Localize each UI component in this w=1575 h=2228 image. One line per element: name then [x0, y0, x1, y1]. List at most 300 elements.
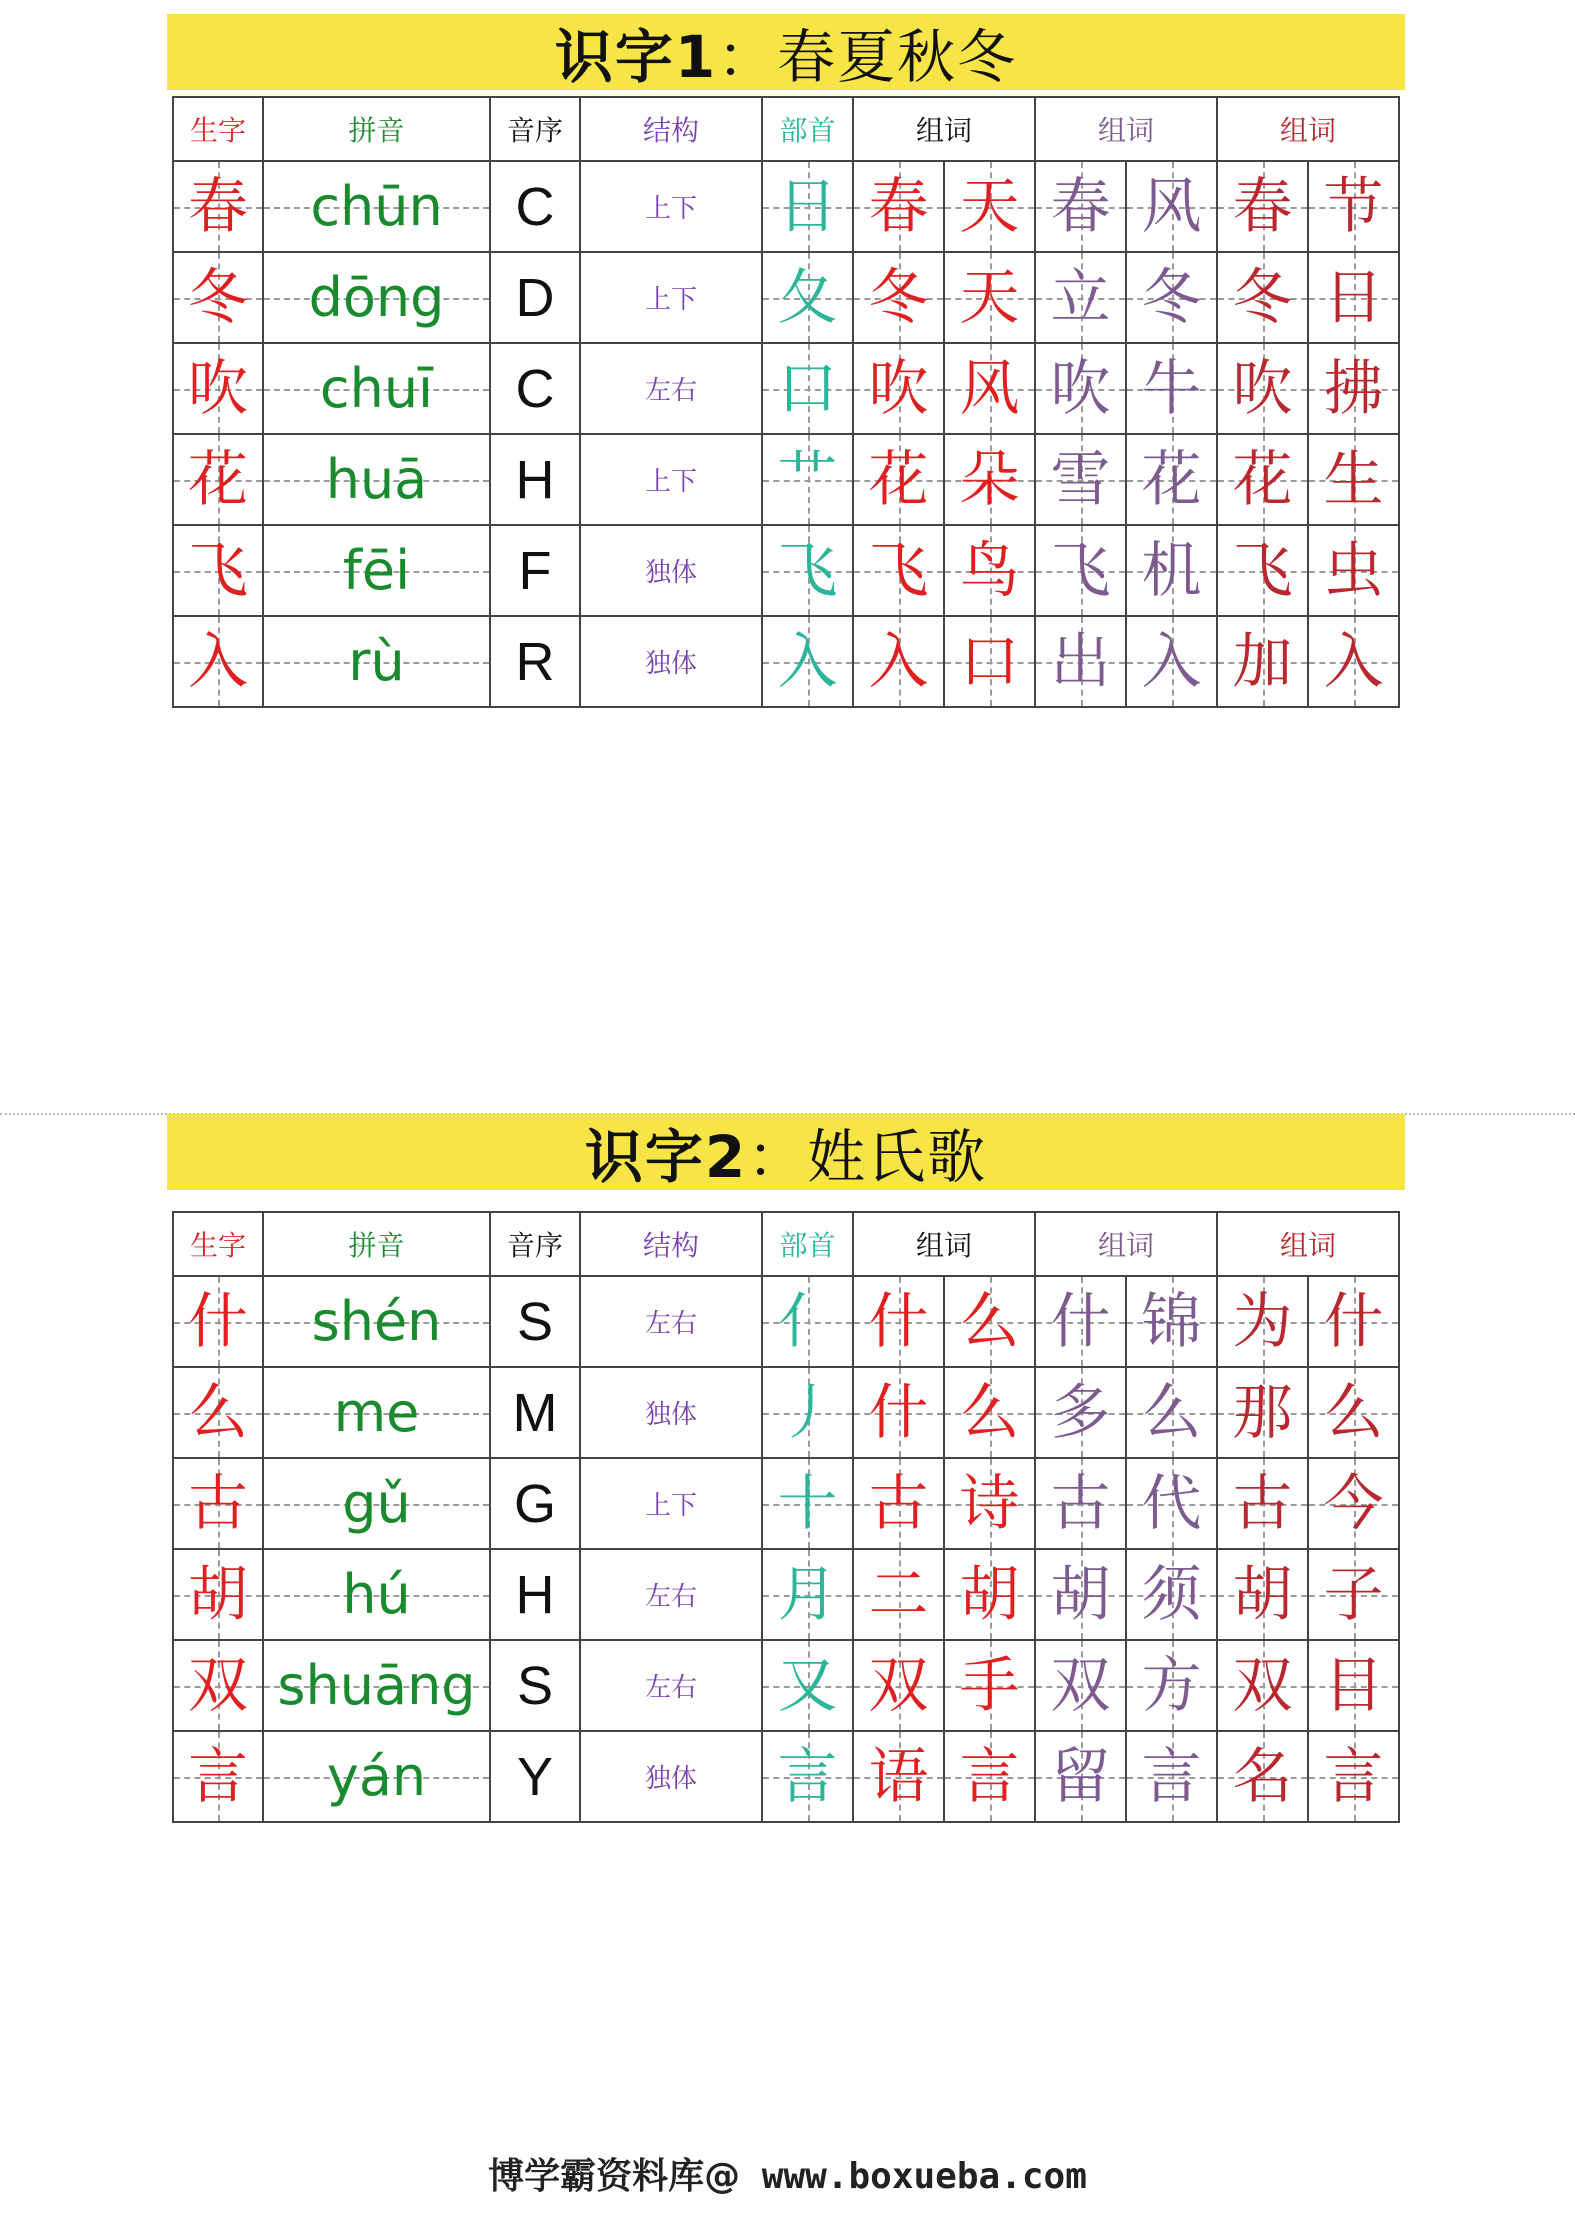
word-char-cell	[853, 1458, 944, 1549]
word-char-cell	[1217, 1276, 1308, 1367]
word-char-cell	[944, 1731, 1035, 1822]
pinyin-cell	[263, 1276, 490, 1367]
header-cell	[173, 1212, 263, 1276]
header-cell	[580, 97, 762, 161]
word-char-text: 须	[1141, 1559, 1202, 1630]
word-char-cell	[1308, 616, 1399, 707]
lesson-1-title-suffix: ：春夏秋冬	[717, 23, 1018, 91]
word-char-cell	[1126, 343, 1217, 434]
header-cell	[580, 1212, 762, 1276]
word-char-text: 多	[1050, 1377, 1111, 1448]
word-char-cell	[1126, 1367, 1217, 1458]
sound-order-cell	[490, 1367, 580, 1458]
word-char-cell	[944, 161, 1035, 252]
word-char-cell	[853, 434, 944, 525]
radical-text: 飞	[777, 535, 838, 606]
new-char-cell	[173, 1549, 263, 1640]
lesson-1-title-prefix: 识字1	[554, 23, 718, 91]
word-char-text: 那	[1232, 1377, 1293, 1448]
word-char-cell	[1217, 1549, 1308, 1640]
lesson-2-title-bar	[167, 1114, 1405, 1190]
lesson-2-table	[172, 1211, 1400, 1823]
word-char-cell	[1217, 616, 1308, 707]
pinyin-text: rù	[348, 630, 405, 693]
word-char-cell	[944, 343, 1035, 434]
pinyin-cell	[263, 1731, 490, 1822]
footer-watermark	[0, 2148, 1575, 2199]
new-char-cell	[173, 1640, 263, 1731]
header-cell	[1035, 97, 1217, 161]
word-char-text: 春	[1050, 171, 1111, 242]
word-char-cell	[853, 1276, 944, 1367]
word-char-cell	[1126, 434, 1217, 525]
new-char-cell	[173, 434, 263, 525]
word-char-text: 胡	[959, 1559, 1020, 1630]
word-char-text: 入	[868, 626, 929, 697]
header-cell	[490, 1212, 580, 1276]
pinyin-text: shén	[311, 1290, 442, 1353]
word-char-text: 为	[1232, 1286, 1293, 1357]
header-cell	[490, 97, 580, 161]
word-char-cell	[1035, 1731, 1126, 1822]
header-label: 组词	[1097, 114, 1154, 147]
word-char-text: 吹	[1050, 353, 1111, 424]
word-char-cell	[853, 1549, 944, 1640]
word-char-cell	[1308, 434, 1399, 525]
structure-text: 上下	[644, 1491, 697, 1521]
word-char-cell	[1217, 1731, 1308, 1822]
structure-cell	[580, 1549, 762, 1640]
word-char-text: 代	[1141, 1468, 1202, 1539]
header-label: 结构	[642, 1229, 699, 1262]
word-char-text: 什	[868, 1377, 929, 1448]
word-char-text: 牛	[1141, 353, 1202, 424]
word-char-text: 春	[868, 171, 929, 242]
sound-order-text: M	[512, 1382, 558, 1443]
header-cell	[762, 97, 853, 161]
structure-cell	[580, 434, 762, 525]
pinyin-cell	[263, 161, 490, 252]
word-char-cell	[1035, 525, 1126, 616]
pinyin-text: dōng	[308, 266, 445, 329]
pinyin-cell	[263, 1367, 490, 1458]
sound-order-text: F	[518, 540, 552, 601]
word-char-cell	[853, 343, 944, 434]
word-char-cell	[1126, 1276, 1217, 1367]
word-char-cell	[1035, 343, 1126, 434]
word-char-text: 鸟	[959, 535, 1020, 606]
word-char-text: 雪	[1050, 444, 1111, 515]
sound-order-cell	[490, 161, 580, 252]
word-char-text: 春	[1232, 171, 1293, 242]
header-cell	[762, 1212, 853, 1276]
sound-order-text: Y	[516, 1746, 554, 1807]
word-char-cell	[1308, 1458, 1399, 1549]
header-cell	[1217, 97, 1399, 161]
sound-order-text: D	[515, 267, 555, 328]
table-row	[173, 525, 1399, 616]
word-char-cell	[1126, 1549, 1217, 1640]
structure-cell	[580, 1458, 762, 1549]
word-char-text: 冬	[868, 262, 929, 333]
new-char-cell	[173, 1731, 263, 1822]
word-char-cell	[1217, 343, 1308, 434]
word-char-cell	[1126, 1731, 1217, 1822]
sound-order-cell	[490, 434, 580, 525]
table-row	[173, 1367, 1399, 1458]
sound-order-cell	[490, 252, 580, 343]
word-char-text: 飞	[868, 535, 929, 606]
radical-cell	[762, 1367, 853, 1458]
word-char-cell	[1308, 525, 1399, 616]
word-char-cell	[1126, 1640, 1217, 1731]
word-char-text: 名	[1232, 1741, 1293, 1812]
pinyin-cell	[263, 525, 490, 616]
word-char-cell	[1126, 525, 1217, 616]
sound-order-text: S	[516, 1655, 554, 1716]
word-char-text: 入	[1323, 626, 1384, 697]
header-label: 音序	[506, 1229, 563, 1262]
word-char-cell	[1217, 1367, 1308, 1458]
word-char-text: 飞	[1232, 535, 1293, 606]
pinyin-text: yán	[326, 1745, 427, 1808]
word-char-text: 胡	[1050, 1559, 1111, 1630]
new-char-cell	[173, 616, 263, 707]
pinyin-cell	[263, 1549, 490, 1640]
table-row	[173, 1640, 1399, 1731]
header-cell	[263, 1212, 490, 1276]
sound-order-cell	[490, 1731, 580, 1822]
structure-text: 独体	[644, 558, 697, 588]
pinyin-text: fēi	[342, 539, 411, 602]
word-char-cell	[1126, 161, 1217, 252]
structure-cell	[580, 1731, 762, 1822]
pinyin-text: chuī	[319, 357, 434, 420]
word-char-text: 天	[959, 262, 1020, 333]
word-char-cell	[1035, 1458, 1126, 1549]
radical-text: 又	[777, 1650, 838, 1721]
header-label: 生字	[189, 1229, 246, 1262]
structure-text: 左右	[644, 376, 697, 406]
word-char-cell	[944, 1640, 1035, 1731]
word-char-cell	[1217, 252, 1308, 343]
word-char-text: 古	[868, 1468, 929, 1539]
word-char-text: 立	[1050, 262, 1111, 333]
new-char-text: 么	[188, 1377, 248, 1448]
header-label: 拼音	[348, 1229, 405, 1262]
word-char-text: 入	[1141, 626, 1202, 697]
pinyin-cell	[263, 1640, 490, 1731]
word-char-cell	[853, 1731, 944, 1822]
word-char-text: 二	[868, 1559, 929, 1630]
header-label: 组词	[1097, 1229, 1154, 1262]
radical-text: 丿	[777, 1377, 838, 1448]
structure-cell	[580, 343, 762, 434]
structure-cell	[580, 525, 762, 616]
word-char-text: 双	[868, 1650, 929, 1721]
table-row	[173, 343, 1399, 434]
structure-cell	[580, 252, 762, 343]
word-char-cell	[1308, 1549, 1399, 1640]
sound-order-cell	[490, 1458, 580, 1549]
structure-text: 左右	[644, 1309, 697, 1339]
structure-cell	[580, 1276, 762, 1367]
radical-cell	[762, 1276, 853, 1367]
word-char-cell	[853, 525, 944, 616]
sound-order-text: C	[515, 358, 555, 419]
radical-text: 月	[777, 1559, 838, 1630]
word-char-cell	[1217, 434, 1308, 525]
word-char-text: 机	[1141, 535, 1202, 606]
header-cell	[173, 97, 263, 161]
word-char-cell	[1308, 1640, 1399, 1731]
word-char-cell	[853, 1367, 944, 1458]
radical-text: 十	[777, 1468, 838, 1539]
new-char-cell	[173, 252, 263, 343]
new-char-cell	[173, 1458, 263, 1549]
pinyin-text: me	[333, 1381, 420, 1444]
pinyin-text: chūn	[310, 175, 443, 238]
new-char-text: 古	[188, 1468, 248, 1539]
table-row	[173, 1276, 1399, 1367]
pinyin-text: shuāng	[277, 1654, 476, 1717]
radical-text: 言	[777, 1741, 838, 1812]
header-label: 组词	[1279, 114, 1336, 147]
table-row	[173, 1458, 1399, 1549]
new-char-text: 双	[188, 1650, 248, 1721]
sound-order-text: H	[515, 1564, 555, 1625]
word-char-text: 么	[959, 1286, 1020, 1357]
word-char-text: 么	[1323, 1377, 1384, 1448]
lesson-1-title-bar	[167, 14, 1405, 90]
word-char-cell	[853, 1640, 944, 1731]
word-char-cell	[1035, 1549, 1126, 1640]
lesson-1-title	[555, 10, 1017, 94]
radical-cell	[762, 252, 853, 343]
new-char-text: 什	[188, 1286, 248, 1357]
word-char-cell	[1217, 161, 1308, 252]
word-char-text: 飞	[1050, 535, 1111, 606]
word-char-text: 古	[1050, 1468, 1111, 1539]
table-row	[173, 161, 1399, 252]
radical-cell	[762, 616, 853, 707]
word-char-text: 双	[1232, 1650, 1293, 1721]
header-label: 结构	[642, 114, 699, 147]
pinyin-cell	[263, 343, 490, 434]
new-char-cell	[173, 525, 263, 616]
table-row	[173, 1731, 1399, 1822]
header-cell	[853, 1212, 1035, 1276]
sound-order-text: R	[515, 631, 555, 692]
header-cell	[263, 97, 490, 161]
header-row	[173, 1212, 1399, 1276]
header-label: 音序	[506, 114, 563, 147]
radical-text: 艹	[777, 444, 838, 515]
new-char-text: 花	[188, 444, 248, 515]
word-char-text: 手	[959, 1650, 1020, 1721]
word-char-cell	[1308, 1367, 1399, 1458]
lesson-2-title-prefix: 识字2	[584, 1123, 748, 1191]
new-char-text: 吹	[188, 353, 248, 424]
word-char-text: 冬	[1232, 262, 1293, 333]
structure-text: 左右	[644, 1582, 697, 1612]
pinyin-text: hú	[342, 1563, 411, 1626]
radical-text: 亻	[777, 1286, 838, 1357]
word-char-text: 冬	[1141, 262, 1202, 333]
word-char-cell	[944, 1549, 1035, 1640]
word-char-text: 花	[1141, 444, 1202, 515]
header-row	[173, 97, 1399, 161]
radical-text: 口	[777, 353, 838, 424]
word-char-text: 口	[959, 626, 1020, 697]
structure-cell	[580, 1640, 762, 1731]
new-char-text: 飞	[188, 535, 248, 606]
word-char-cell	[1035, 161, 1126, 252]
pinyin-text: gǔ	[342, 1472, 411, 1535]
structure-text: 上下	[644, 194, 697, 224]
word-char-text: 言	[959, 1741, 1020, 1812]
header-label: 生字	[189, 114, 246, 147]
sound-order-text: G	[513, 1473, 556, 1534]
word-char-cell	[853, 616, 944, 707]
header-cell	[1035, 1212, 1217, 1276]
word-char-text: 么	[959, 1377, 1020, 1448]
radical-cell	[762, 1640, 853, 1731]
word-char-text: 诗	[959, 1468, 1020, 1539]
pinyin-cell	[263, 616, 490, 707]
new-char-text: 胡	[188, 1559, 248, 1630]
word-char-cell	[1126, 252, 1217, 343]
new-char-text: 入	[188, 626, 248, 697]
radical-cell	[762, 161, 853, 252]
radical-cell	[762, 434, 853, 525]
word-char-text: 今	[1323, 1468, 1384, 1539]
word-char-text: 么	[1141, 1377, 1202, 1448]
new-char-cell	[173, 343, 263, 434]
word-char-text: 言	[1323, 1741, 1384, 1812]
footer-site-name: 博学霸资料库	[488, 2156, 705, 2197]
radical-cell	[762, 343, 853, 434]
structure-cell	[580, 161, 762, 252]
lesson-2-title	[585, 1110, 987, 1194]
table-row	[173, 252, 1399, 343]
structure-text: 左右	[644, 1673, 697, 1703]
word-char-cell	[1035, 252, 1126, 343]
pinyin-text: huā	[325, 448, 428, 511]
word-char-text: 日	[1323, 262, 1384, 333]
word-char-text: 什	[868, 1286, 929, 1357]
pinyin-cell	[263, 252, 490, 343]
radical-cell	[762, 1549, 853, 1640]
radical-text: 夂	[777, 262, 838, 333]
new-char-cell	[173, 1367, 263, 1458]
sound-order-text: S	[516, 1291, 554, 1352]
word-char-cell	[1126, 616, 1217, 707]
word-char-cell	[944, 434, 1035, 525]
word-char-cell	[853, 252, 944, 343]
new-char-text: 春	[188, 171, 248, 242]
sound-order-cell	[490, 1276, 580, 1367]
word-char-cell	[853, 161, 944, 252]
word-char-cell	[1308, 252, 1399, 343]
word-char-text: 风	[959, 353, 1020, 424]
word-char-cell	[1308, 343, 1399, 434]
radical-cell	[762, 1458, 853, 1549]
header-label: 组词	[1279, 1229, 1336, 1262]
radical-cell	[762, 1731, 853, 1822]
word-char-text: 生	[1323, 444, 1384, 515]
sound-order-cell	[490, 525, 580, 616]
new-char-cell	[173, 1276, 263, 1367]
word-char-text: 语	[868, 1741, 929, 1812]
header-label: 组词	[915, 114, 972, 147]
word-char-text: 双	[1050, 1650, 1111, 1721]
word-char-text: 留	[1050, 1741, 1111, 1812]
lesson-1-table	[172, 96, 1400, 708]
word-char-cell	[1035, 1276, 1126, 1367]
radical-text: 日	[777, 171, 838, 242]
word-char-cell	[1035, 616, 1126, 707]
header-label: 拼音	[348, 114, 405, 147]
word-char-text: 花	[868, 444, 929, 515]
word-char-cell	[1308, 1731, 1399, 1822]
word-char-cell	[1035, 1640, 1126, 1731]
sound-order-cell	[490, 616, 580, 707]
word-char-text: 虫	[1323, 535, 1384, 606]
lesson-2-title-suffix: ：姓氏歌	[747, 1123, 988, 1191]
word-char-text: 天	[959, 171, 1020, 242]
new-char-text: 言	[188, 1741, 248, 1812]
word-char-text: 子	[1323, 1559, 1384, 1630]
header-cell	[1217, 1212, 1399, 1276]
word-char-text: 节	[1323, 171, 1384, 242]
header-label: 组词	[915, 1229, 972, 1262]
word-char-cell	[944, 1276, 1035, 1367]
word-char-text: 吹	[868, 353, 929, 424]
word-char-text: 锦	[1141, 1286, 1202, 1357]
structure-text: 独体	[644, 649, 697, 679]
sound-order-text: C	[515, 176, 555, 237]
word-char-cell	[1308, 161, 1399, 252]
word-char-cell	[1308, 1276, 1399, 1367]
pinyin-cell	[263, 1458, 490, 1549]
word-char-cell	[1217, 525, 1308, 616]
word-char-text: 古	[1232, 1468, 1293, 1539]
word-char-cell	[944, 616, 1035, 707]
word-char-cell	[1035, 434, 1126, 525]
new-char-text: 冬	[188, 262, 248, 333]
header-cell	[853, 97, 1035, 161]
word-char-cell	[944, 252, 1035, 343]
word-char-text: 方	[1141, 1650, 1202, 1721]
word-char-text: 言	[1141, 1741, 1202, 1812]
word-char-text: 花	[1232, 444, 1293, 515]
word-char-text: 朵	[959, 444, 1020, 515]
header-label: 部首	[779, 1229, 836, 1262]
word-char-text: 加	[1232, 626, 1293, 697]
word-char-cell	[944, 1367, 1035, 1458]
structure-text: 上下	[644, 285, 697, 315]
word-char-cell	[1217, 1458, 1308, 1549]
sound-order-cell	[490, 1549, 580, 1640]
sound-order-cell	[490, 343, 580, 434]
table-row	[173, 1549, 1399, 1640]
structure-text: 独体	[644, 1400, 697, 1430]
word-char-text: 胡	[1232, 1559, 1293, 1630]
pinyin-cell	[263, 434, 490, 525]
structure-cell	[580, 1367, 762, 1458]
structure-text: 独体	[644, 1764, 697, 1794]
